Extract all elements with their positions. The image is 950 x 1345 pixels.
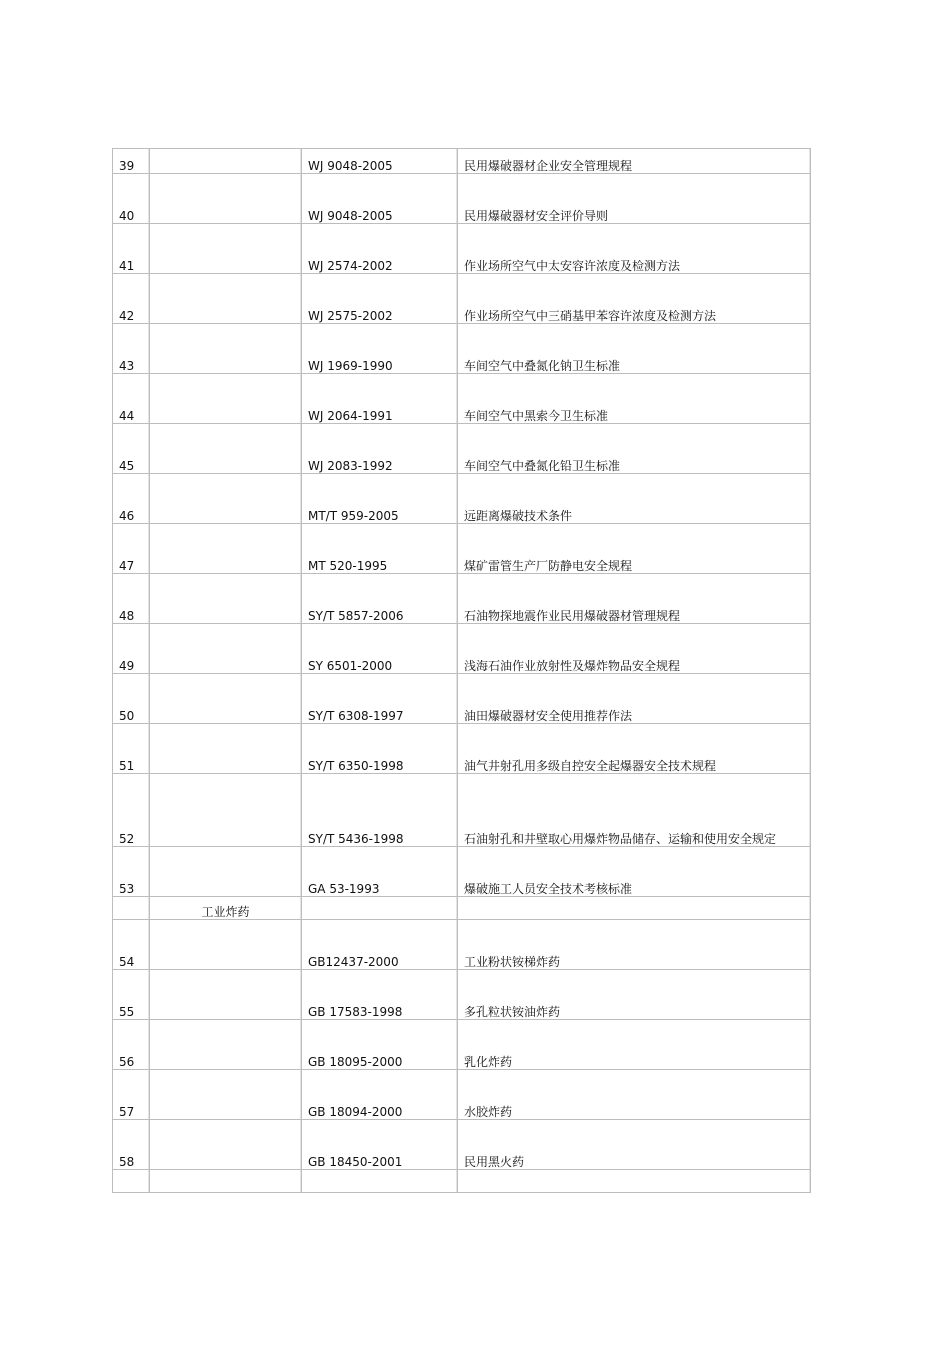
row-number: 47 (112, 523, 149, 573)
table-row (112, 223, 811, 273)
row-number: 53 (112, 846, 149, 896)
row-code: SY/T 5436-1998 (301, 773, 457, 846)
row-title: 工业粉状铵梯炸药 (457, 919, 811, 969)
row-number: 41 (112, 223, 149, 273)
row-code: GB 18095-2000 (301, 1019, 457, 1069)
row-code: WJ 2574-2002 (301, 223, 457, 273)
table-row-empty (112, 1169, 811, 1193)
row-code: GB 18450-2001 (301, 1119, 457, 1169)
row-code: MT/T 959-2005 (301, 473, 457, 523)
row-number: 46 (112, 473, 149, 523)
table-row (112, 623, 811, 673)
standards-table (112, 148, 811, 1193)
row-code (301, 896, 457, 919)
row-code: WJ 1969-1990 (301, 323, 457, 373)
section-category: 工业炸药 (149, 896, 301, 919)
table-row (112, 423, 811, 473)
row-number: 50 (112, 673, 149, 723)
row-title (457, 896, 811, 919)
row-code: MT 520-1995 (301, 523, 457, 573)
row-code: GB 17583-1998 (301, 969, 457, 1019)
row-code: WJ 2575-2002 (301, 273, 457, 323)
row-number: 43 (112, 323, 149, 373)
row-number: 55 (112, 969, 149, 1019)
table-row (112, 573, 811, 623)
row-code (301, 1169, 457, 1193)
row-number (112, 1169, 149, 1193)
row-title: 水胶炸药 (457, 1069, 811, 1119)
row-code: SY/T 6350-1998 (301, 723, 457, 773)
row-number: 52 (112, 773, 149, 846)
table-row (112, 723, 811, 773)
row-title: 作业场所空气中三硝基甲苯容许浓度及检测方法 (457, 273, 811, 323)
row-category (149, 273, 301, 323)
row-category (149, 148, 301, 173)
table-row (112, 1069, 811, 1119)
table-row (112, 173, 811, 223)
table-row (112, 846, 811, 896)
table-row (112, 969, 811, 1019)
row-code: GB 18094-2000 (301, 1069, 457, 1119)
row-title: 爆破施工人员安全技术考核标准 (457, 846, 811, 896)
row-number: 39 (112, 148, 149, 173)
row-code: WJ 9048-2005 (301, 148, 457, 173)
row-number: 48 (112, 573, 149, 623)
row-number: 44 (112, 373, 149, 423)
row-number: 57 (112, 1069, 149, 1119)
table-row (112, 373, 811, 423)
row-category (149, 523, 301, 573)
row-number (112, 896, 149, 919)
row-title: 石油物探地震作业民用爆破器材管理规程 (457, 573, 811, 623)
row-code: GA 53-1993 (301, 846, 457, 896)
row-category (149, 373, 301, 423)
row-category (149, 323, 301, 373)
row-number: 58 (112, 1119, 149, 1169)
table-row (112, 673, 811, 723)
row-category (149, 773, 301, 846)
row-category (149, 623, 301, 673)
row-category (149, 473, 301, 523)
table-row (112, 1119, 811, 1169)
row-number: 49 (112, 623, 149, 673)
row-title: 油气井射孔用多级自控安全起爆器安全技术规程 (457, 723, 811, 773)
row-title: 煤矿雷管生产厂防静电安全规程 (457, 523, 811, 573)
row-number: 56 (112, 1019, 149, 1069)
row-category (149, 223, 301, 273)
row-title: 民用爆破器材企业安全管理规程 (457, 148, 811, 173)
row-title: 油田爆破器材安全使用推荐作法 (457, 673, 811, 723)
row-category (149, 423, 301, 473)
row-category (149, 573, 301, 623)
table-row (112, 1019, 811, 1069)
row-code: WJ 9048-2005 (301, 173, 457, 223)
row-title: 民用黑火药 (457, 1119, 811, 1169)
row-code: SY/T 5857-2006 (301, 573, 457, 623)
row-category (149, 1019, 301, 1069)
row-code: WJ 2083-1992 (301, 423, 457, 473)
table-row (112, 473, 811, 523)
row-category (149, 919, 301, 969)
row-title: 作业场所空气中太安容许浓度及检测方法 (457, 223, 811, 273)
row-category (149, 846, 301, 896)
row-code: SY/T 6308-1997 (301, 673, 457, 723)
row-title (457, 1169, 811, 1193)
row-category (149, 1169, 301, 1193)
row-category (149, 969, 301, 1019)
row-title: 石油射孔和井壁取心用爆炸物品储存、运输和使用安全规定 (457, 773, 811, 846)
row-title: 车间空气中叠氮化铅卫生标准 (457, 423, 811, 473)
row-number: 40 (112, 173, 149, 223)
section-row (112, 896, 811, 919)
row-title: 车间空气中叠氮化钠卫生标准 (457, 323, 811, 373)
row-title: 远距离爆破技术条件 (457, 473, 811, 523)
row-number: 45 (112, 423, 149, 473)
row-title: 车间空气中黑索今卫生标准 (457, 373, 811, 423)
row-code: GB12437-2000 (301, 919, 457, 969)
standards-table-body (112, 148, 811, 1193)
row-category (149, 1119, 301, 1169)
table-row (112, 919, 811, 969)
row-number: 54 (112, 919, 149, 969)
row-title: 浅海石油作业放射性及爆炸物品安全规程 (457, 623, 811, 673)
row-title: 乳化炸药 (457, 1019, 811, 1069)
table-row (112, 323, 811, 373)
row-title: 多孔粒状铵油炸药 (457, 969, 811, 1019)
row-category (149, 1069, 301, 1119)
table-row (112, 523, 811, 573)
row-code: SY 6501-2000 (301, 623, 457, 673)
row-title: 民用爆破器材安全评价导则 (457, 173, 811, 223)
row-code: WJ 2064-1991 (301, 373, 457, 423)
table-row (112, 273, 811, 323)
row-category (149, 673, 301, 723)
row-number: 42 (112, 273, 149, 323)
table-row (112, 148, 811, 173)
row-category (149, 173, 301, 223)
row-number: 51 (112, 723, 149, 773)
table-row (112, 773, 811, 846)
row-category (149, 723, 301, 773)
